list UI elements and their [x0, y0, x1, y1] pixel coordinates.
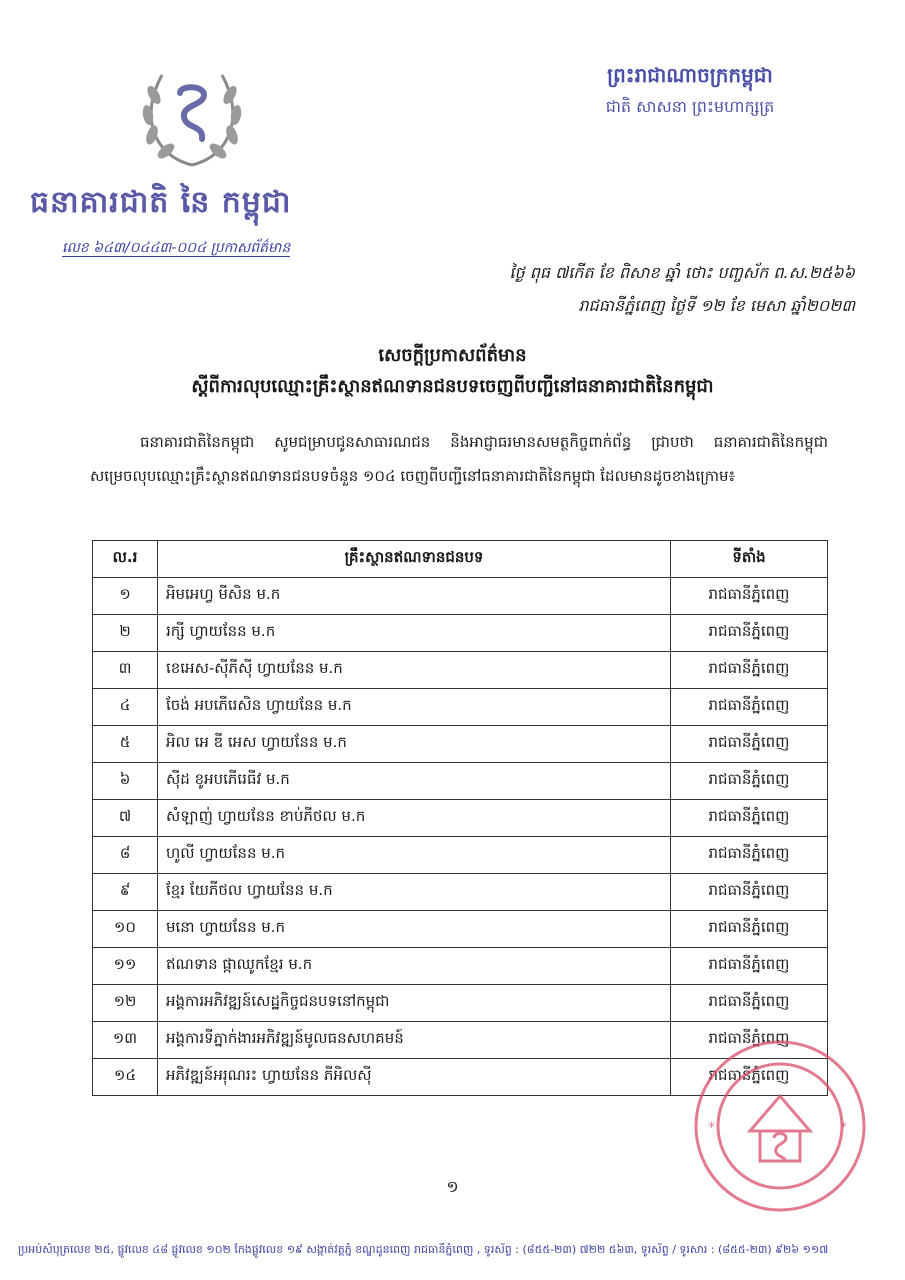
row-no: ១១ [93, 948, 158, 985]
svg-text:*: * [840, 1120, 847, 1136]
table-row [93, 615, 828, 652]
solar-date: រាជធានីភ្នំពេញ ថ្ងៃទី ១២ ខែ មេសា ឆ្នាំ២០២៣ [578, 296, 855, 315]
table-row [93, 874, 828, 911]
row-location: រាជធានីភ្នំពេញ [671, 874, 828, 911]
row-location: រាជធានីភ្នំពេញ [671, 1022, 828, 1059]
row-institution: អង្គការទីភ្នាក់ងារអភិវឌ្ឍន៍មូលធនសហគមន៍ [158, 1022, 671, 1059]
row-no: ១៣ [93, 1022, 158, 1059]
row-institution: ហូលី ហ្វាយនែន ម.ក [158, 837, 671, 874]
row-location: រាជធានីភ្នំពេញ [671, 1059, 828, 1096]
row-no: ៥ [93, 726, 158, 763]
header-location: ទីតាំង [671, 541, 828, 578]
announcement-title: សេចក្តីប្រកាសព័ត៌មាន [378, 345, 527, 366]
row-no: ៦ [93, 763, 158, 800]
footer-address: ប្រអប់សំបុត្រលេខ ២៥, ផ្លូវលេខ ៤៨ ផ្លូវលេខ ១០២ កែងផ្លូវលេខ ១៩ សង្កាត់វត្តភ្នំ ខណ្ឌដូនពេញ រាជធានីភ្នំពេញ , ទូរស័ព្ទ : (៨៥៥-២៣) ៧២២ ៥៦៣, ទូរស័ព្ទ / ទូរសារ : (៨៥៥-២៣) ៩២៦ ១១៧ [18, 1243, 829, 1256]
bank-name: ធនាគារជាតិ នៃ កម្ពុជា [30, 185, 292, 220]
row-location: រាជធានីភ្នំពេញ [671, 652, 828, 689]
institutions-table [92, 540, 828, 1096]
table-row [93, 652, 828, 689]
intro-paragraph [90, 425, 828, 493]
row-no: ៩ [93, 874, 158, 911]
intro-text: ធនាគារជាតិនៃកម្ពុជា សូមជម្រាបជូនសាធារណជន និងអាជ្ញាធរមានសមត្ថកិច្ចពាក់ព័ន្ធ ជ្រាបថា ធនាគារជាតិនៃកម្ពុជា សម្រេចលុបឈ្មោះគ្រឹះស្ថានឥណទានជនបទចំនួន ១០៤ ចេញពីបញ្ជីនៅធនាគារជាតិនៃកម្ពុជា ដែលមានដូចខាងក្រោម៖ [90, 433, 828, 485]
row-institution: ខ្មែរ យែភីថល ហ្វាយនែន ម.ក [158, 874, 671, 911]
table-row [93, 578, 828, 615]
row-location: រាជធានីភ្នំពេញ [671, 615, 828, 652]
row-no: ៤ [93, 689, 158, 726]
row-location: រាជធានីភ្នំពេញ [671, 948, 828, 985]
table-header-row [93, 541, 828, 578]
table-row [93, 985, 828, 1022]
header-institution: គ្រឹះស្ថានឥណទានជនបទ [158, 541, 671, 578]
row-location: រាជធានីភ្នំពេញ [671, 985, 828, 1022]
table-row [93, 800, 828, 837]
row-location: រាជធានីភ្នំពេញ [671, 763, 828, 800]
row-no: ៨ [93, 837, 158, 874]
row-institution: អិមអេហ្វ មីសិន ម.ក [158, 578, 671, 615]
reference-number [62, 238, 362, 259]
table-row [93, 726, 828, 763]
table-row [93, 763, 828, 800]
bank-logo-icon [132, 55, 252, 175]
row-institution: សំឡាញ់ ហ្វាយនែន ខាប់ភីថល ម.ក [158, 800, 671, 837]
row-location: រាជធានីភ្នំពេញ [671, 578, 828, 615]
row-location: រាជធានីភ្នំពេញ [671, 800, 828, 837]
row-institution: អង្គការអភិវឌ្ឍន៍សេដ្ឋកិច្ចជនបទនៅកម្ពុជា [158, 985, 671, 1022]
row-location: រាជធានីភ្នំពេញ [671, 726, 828, 763]
table-row [93, 948, 828, 985]
row-location: រាជធានីភ្នំពេញ [671, 911, 828, 948]
row-no: ១២ [93, 985, 158, 1022]
row-institution: មនោ ហ្វាយនែន ម.ក [158, 911, 671, 948]
table-row [93, 911, 828, 948]
row-institution: ខេអេស-ស៊ីភីស៊ី ហ្វាយនែន ម.ក [158, 652, 671, 689]
header-no: ល.រ [93, 541, 158, 578]
reference-text: លេខ ៦៤៣/០៤៤៣-០០៤ ប្រកាសព័ត៌មាន [62, 240, 291, 256]
row-no: ១ [93, 578, 158, 615]
official-stamp-icon [690, 1036, 870, 1216]
table-row [93, 837, 828, 874]
kingdom-heading: ព្រះរាជាណាចក្រកម្ពុជា [607, 63, 773, 87]
svg-text:*: * [708, 1120, 715, 1136]
row-no: ១០ [93, 911, 158, 948]
table-row [93, 689, 828, 726]
row-location: រាជធានីភ្នំពេញ [671, 837, 828, 874]
lunar-date: ថ្ងៃ ពុធ ៧កើត ខែ ពិសាខ ឆ្នាំ ថោះ បញ្ចស័ក ព.ស.២៥៦៦ [509, 263, 855, 282]
national-motto: ជាតិ សាសនា ព្រះមហាក្សត្រ [605, 97, 775, 116]
row-no: ១៤ [93, 1059, 158, 1096]
row-institution: អភិវឌ្ឍន៍អរុណរះ ហ្វាយនែន ភីអិលស៊ី [158, 1059, 671, 1096]
row-no: ៣ [93, 652, 158, 689]
row-institution: ចែង់ អបភើរេសិន ហ្វាយនែន ម.ក [158, 689, 671, 726]
row-no: ៧ [93, 800, 158, 837]
row-institution: រក្សី ហ្វាយនែន ម.ក [158, 615, 671, 652]
row-location: រាជធានីភ្នំពេញ [671, 689, 828, 726]
row-institution: ឥណទាន ផ្កាឈូកខ្មែរ ម.ក [158, 948, 671, 985]
row-institution: ស៊ីដ ខូអបភើរេធីវ ម.ក [158, 763, 671, 800]
announcement-subtitle: ស្តីពីការលុបឈ្មោះគ្រឹះស្ថានឥណទានជនបទចេញពីបញ្ជីនៅធនាគារជាតិនៃកម្ពុជា [191, 376, 714, 397]
page-number: ១ [446, 1177, 459, 1196]
row-institution: អិល អេ ឌី អេស ហ្វាយនែន ម.ក [158, 726, 671, 763]
row-no: ២ [93, 615, 158, 652]
